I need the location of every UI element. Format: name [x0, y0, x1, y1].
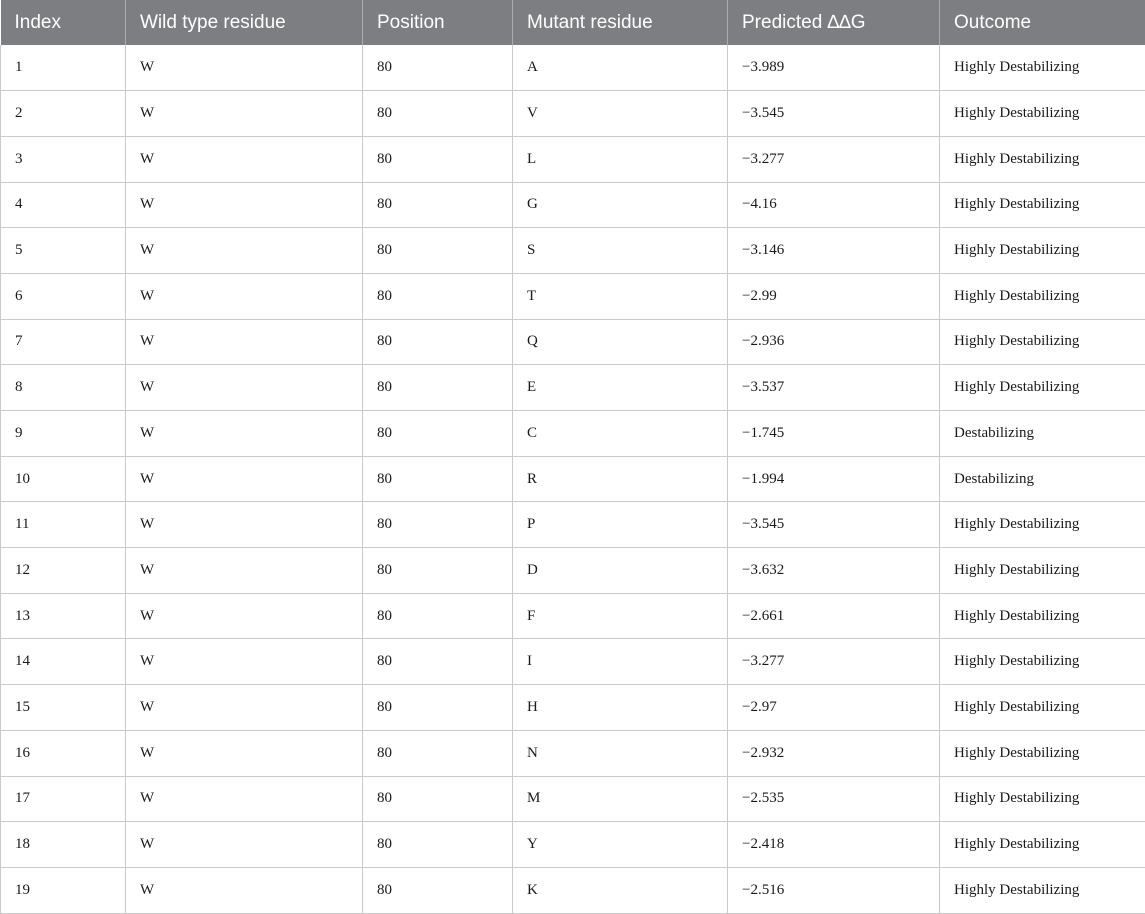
table-row — [1, 822, 1145, 868]
cell-wild-type-residue: W — [126, 365, 363, 411]
cell-mutant-residue: N — [513, 730, 728, 776]
table-row — [1, 228, 1145, 274]
cell-index: 6 — [1, 273, 126, 319]
cell-outcome: Highly Destabilizing — [940, 593, 1145, 639]
cell-predicted-ddg: −2.97 — [728, 685, 940, 731]
cell-position: 80 — [363, 319, 513, 365]
cell-wild-type-residue: W — [126, 822, 363, 868]
table-row — [1, 411, 1145, 457]
cell-index: 17 — [1, 776, 126, 822]
cell-wild-type-residue: W — [126, 182, 363, 228]
cell-mutant-residue: K — [513, 867, 728, 913]
cell-predicted-ddg: −3.277 — [728, 136, 940, 182]
cell-wild-type-residue: W — [126, 45, 363, 91]
table-row — [1, 365, 1145, 411]
cell-mutant-residue: E — [513, 365, 728, 411]
cell-wild-type-residue: W — [126, 502, 363, 548]
cell-outcome: Highly Destabilizing — [940, 365, 1145, 411]
cell-mutant-residue: I — [513, 639, 728, 685]
cell-index: 1 — [1, 45, 126, 91]
cell-outcome: Highly Destabilizing — [940, 319, 1145, 365]
table-row — [1, 867, 1145, 913]
header-predicted-ddg: Predicted ∆∆G — [728, 0, 940, 45]
cell-mutant-residue: Q — [513, 319, 728, 365]
cell-wild-type-residue: W — [126, 319, 363, 365]
table-row — [1, 182, 1145, 228]
cell-predicted-ddg: −4.16 — [728, 182, 940, 228]
cell-position: 80 — [363, 456, 513, 502]
cell-mutant-residue: V — [513, 91, 728, 137]
table-row — [1, 91, 1145, 137]
cell-position: 80 — [363, 548, 513, 594]
header-row — [1, 0, 1145, 45]
cell-wild-type-residue: W — [126, 593, 363, 639]
header-mutant-residue: Mutant residue — [513, 0, 728, 45]
cell-outcome: Highly Destabilizing — [940, 45, 1145, 91]
cell-index: 9 — [1, 411, 126, 457]
cell-index: 10 — [1, 456, 126, 502]
cell-index: 5 — [1, 228, 126, 274]
header-wild-type-residue: Wild type residue — [126, 0, 363, 45]
table-row — [1, 273, 1145, 319]
cell-index: 11 — [1, 502, 126, 548]
cell-mutant-residue: A — [513, 45, 728, 91]
table-row — [1, 593, 1145, 639]
cell-predicted-ddg: −2.661 — [728, 593, 940, 639]
cell-mutant-residue: T — [513, 273, 728, 319]
table-body — [1, 45, 1145, 913]
cell-outcome: Highly Destabilizing — [940, 685, 1145, 731]
cell-mutant-residue: H — [513, 685, 728, 731]
cell-mutant-residue: M — [513, 776, 728, 822]
cell-index: 3 — [1, 136, 126, 182]
cell-mutant-residue: Y — [513, 822, 728, 868]
cell-index: 13 — [1, 593, 126, 639]
cell-position: 80 — [363, 685, 513, 731]
cell-predicted-ddg: −3.545 — [728, 502, 940, 548]
cell-predicted-ddg: −2.936 — [728, 319, 940, 365]
cell-position: 80 — [363, 182, 513, 228]
cell-position: 80 — [363, 593, 513, 639]
cell-predicted-ddg: −1.994 — [728, 456, 940, 502]
cell-index: 19 — [1, 867, 126, 913]
cell-position: 80 — [363, 639, 513, 685]
cell-predicted-ddg: −2.99 — [728, 273, 940, 319]
table-row — [1, 548, 1145, 594]
table-row — [1, 136, 1145, 182]
cell-mutant-residue: C — [513, 411, 728, 457]
cell-outcome: Highly Destabilizing — [940, 228, 1145, 274]
cell-outcome: Highly Destabilizing — [940, 136, 1145, 182]
cell-position: 80 — [363, 411, 513, 457]
table-row — [1, 776, 1145, 822]
cell-index: 18 — [1, 822, 126, 868]
cell-position: 80 — [363, 136, 513, 182]
cell-wild-type-residue: W — [126, 548, 363, 594]
cell-wild-type-residue: W — [126, 867, 363, 913]
cell-position: 80 — [363, 867, 513, 913]
cell-predicted-ddg: −3.632 — [728, 548, 940, 594]
cell-position: 80 — [363, 91, 513, 137]
table-row — [1, 730, 1145, 776]
cell-index: 8 — [1, 365, 126, 411]
cell-index: 4 — [1, 182, 126, 228]
cell-outcome: Destabilizing — [940, 411, 1145, 457]
cell-outcome: Highly Destabilizing — [940, 548, 1145, 594]
cell-wild-type-residue: W — [126, 456, 363, 502]
cell-predicted-ddg: −2.535 — [728, 776, 940, 822]
cell-mutant-residue: P — [513, 502, 728, 548]
cell-index: 12 — [1, 548, 126, 594]
cell-predicted-ddg: −3.146 — [728, 228, 940, 274]
table-row — [1, 319, 1145, 365]
cell-wild-type-residue: W — [126, 273, 363, 319]
cell-wild-type-residue: W — [126, 91, 363, 137]
cell-wild-type-residue: W — [126, 136, 363, 182]
cell-predicted-ddg: −2.932 — [728, 730, 940, 776]
cell-predicted-ddg: −3.277 — [728, 639, 940, 685]
cell-mutant-residue: S — [513, 228, 728, 274]
header-position: Position — [363, 0, 513, 45]
cell-outcome: Destabilizing — [940, 456, 1145, 502]
cell-index: 15 — [1, 685, 126, 731]
cell-outcome: Highly Destabilizing — [940, 91, 1145, 137]
cell-wild-type-residue: W — [126, 639, 363, 685]
cell-mutant-residue: D — [513, 548, 728, 594]
cell-outcome: Highly Destabilizing — [940, 182, 1145, 228]
cell-position: 80 — [363, 45, 513, 91]
cell-predicted-ddg: −3.537 — [728, 365, 940, 411]
cell-position: 80 — [363, 365, 513, 411]
cell-position: 80 — [363, 730, 513, 776]
cell-index: 7 — [1, 319, 126, 365]
cell-mutant-residue: F — [513, 593, 728, 639]
cell-index: 14 — [1, 639, 126, 685]
cell-outcome: Highly Destabilizing — [940, 867, 1145, 913]
cell-wild-type-residue: W — [126, 411, 363, 457]
table-row — [1, 685, 1145, 731]
cell-wild-type-residue: W — [126, 685, 363, 731]
cell-mutant-residue: G — [513, 182, 728, 228]
table-row — [1, 502, 1145, 548]
table-row — [1, 639, 1145, 685]
cell-position: 80 — [363, 502, 513, 548]
cell-predicted-ddg: −2.418 — [728, 822, 940, 868]
cell-index: 2 — [1, 91, 126, 137]
cell-predicted-ddg: −1.745 — [728, 411, 940, 457]
cell-outcome: Highly Destabilizing — [940, 273, 1145, 319]
cell-mutant-residue: R — [513, 456, 728, 502]
table-row — [1, 456, 1145, 502]
cell-outcome: Highly Destabilizing — [940, 730, 1145, 776]
cell-wild-type-residue: W — [126, 776, 363, 822]
cell-position: 80 — [363, 776, 513, 822]
cell-mutant-residue: L — [513, 136, 728, 182]
cell-wild-type-residue: W — [126, 228, 363, 274]
cell-outcome: Highly Destabilizing — [940, 502, 1145, 548]
cell-position: 80 — [363, 273, 513, 319]
cell-predicted-ddg: −3.989 — [728, 45, 940, 91]
cell-position: 80 — [363, 822, 513, 868]
cell-outcome: Highly Destabilizing — [940, 776, 1145, 822]
cell-index: 16 — [1, 730, 126, 776]
cell-wild-type-residue: W — [126, 730, 363, 776]
table-row — [1, 45, 1145, 91]
cell-predicted-ddg: −2.516 — [728, 867, 940, 913]
header-index: Index — [1, 0, 126, 45]
cell-predicted-ddg: −3.545 — [728, 91, 940, 137]
cell-outcome: Highly Destabilizing — [940, 639, 1145, 685]
header-outcome: Outcome — [940, 0, 1145, 45]
cell-position: 80 — [363, 228, 513, 274]
cell-outcome: Highly Destabilizing — [940, 822, 1145, 868]
table-header — [1, 0, 1145, 45]
